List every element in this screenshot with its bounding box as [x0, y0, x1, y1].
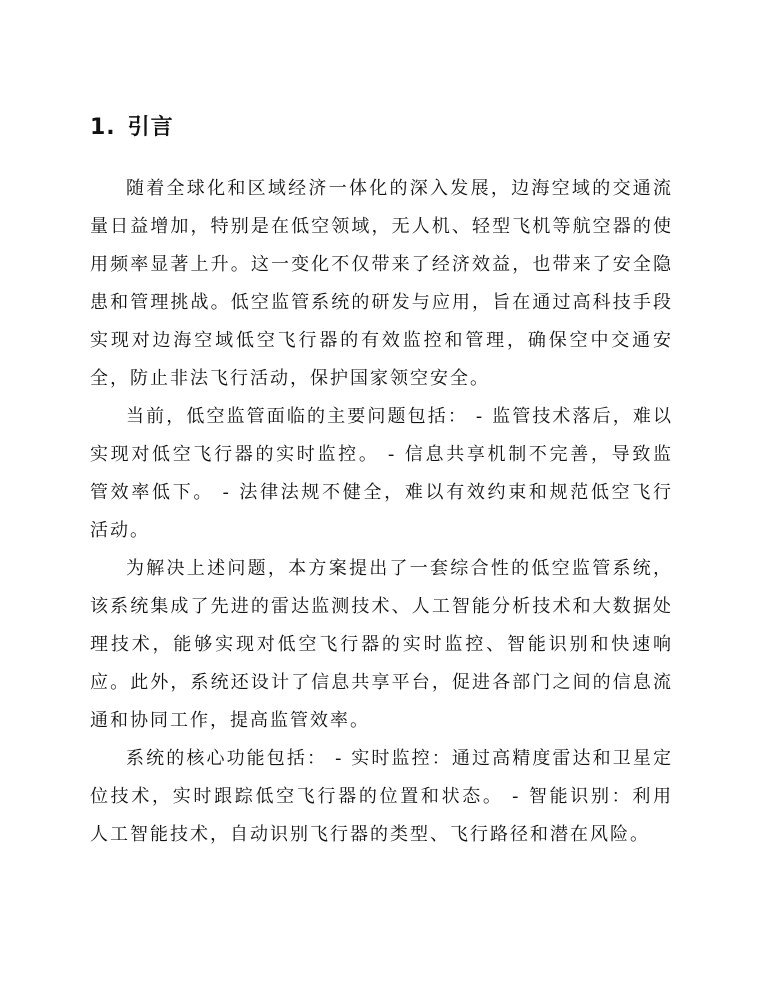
section-title: 引言 [127, 115, 174, 140]
document-body [90, 170, 673, 854]
paragraph-problems: 当前，低空监管面临的主要问题包括： - 监管技术落后，难以实现对低空飞行器的实时监控。 - 信息共享机制不完善，导致监管效率低下。 - 法律法规不健全，难以有效约束和规范低空飞行活动。 [90, 406, 673, 541]
section-heading [90, 112, 174, 144]
section-number: 1. [90, 115, 116, 140]
paragraph-background: 随着全球化和区域经济一体化的深入发展，边海空域的交通流量日益增加，特别是在低空领域，无人机、轻型飞机等航空器的使用频率显著上升。这一变化不仅带来了经济效益，也带来了安全隐患和管理挑战。低空监管系统的研发与应用，旨在通过高科技手段实现对边海空域低空飞行器的有效监控和管理，确保空中交通安全，防止非法飞行活动，保护国家领空安全。 [90, 178, 673, 389]
paragraph-core-functions: 系统的核心功能包括： - 实时监控：通过高精度雷达和卫星定位技术，实时跟踪低空飞行器的位置和状态。 - 智能识别：利用人工智能技术，自动识别飞行器的类型、飞行路径和潜在风险。 [90, 748, 673, 845]
paragraph-solution: 为解决上述问题，本方案提出了一套综合性的低空监管系统，该系统集成了先进的雷达监测技术、人工智能分析技术和大数据处理技术，能够实现对低空飞行器的实时监控、智能识别和快速响应。此外，系统还设计了信息共享平台，促进各部门之间的信息流通和协同工作，提高监管效率。 [90, 558, 673, 731]
